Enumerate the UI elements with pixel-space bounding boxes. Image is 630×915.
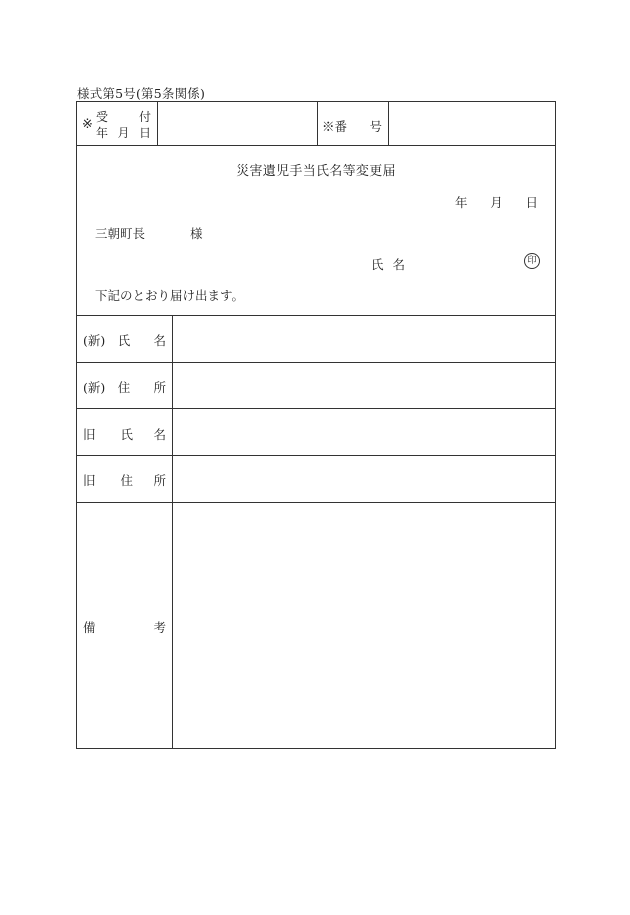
row-label-right: 所	[153, 473, 166, 488]
row-label-left: 備	[83, 620, 96, 635]
seal-icon: 印	[524, 253, 540, 269]
addressee: 三朝町長	[95, 226, 146, 241]
date-month: 月	[490, 195, 503, 210]
receipt-mark: ※	[82, 117, 93, 132]
row-label-remarks	[83, 618, 166, 636]
row-label-old-address	[83, 471, 166, 489]
row-label-left: 旧 住	[83, 473, 134, 488]
applicant-name-right: 名	[392, 257, 405, 272]
applicant-name-field[interactable]	[412, 250, 517, 270]
receipt-date-labels	[96, 124, 151, 141]
old-address-field[interactable]	[173, 456, 555, 501]
applicant-name-label	[371, 255, 405, 273]
honorific: 様	[190, 226, 203, 241]
divider	[317, 102, 318, 145]
receipt-date-field[interactable]	[157, 102, 307, 144]
receipt-year: 年	[96, 126, 109, 140]
new-name-field[interactable]	[173, 316, 555, 361]
document-title: 災害遺児手当氏名等変更届	[236, 164, 396, 179]
date-day: 日	[525, 195, 538, 210]
row-label-new-address	[83, 378, 166, 396]
form-number-label: 様式第5号(第5条関係)	[77, 86, 206, 101]
receipt-label	[96, 108, 151, 125]
old-name-field[interactable]	[173, 409, 555, 454]
new-address-field[interactable]	[173, 363, 555, 408]
row-label-old-name	[83, 425, 166, 443]
receipt-month: 月	[117, 126, 130, 140]
receipt-number-left: ※番	[322, 119, 348, 134]
receipt-label-right: 付	[138, 110, 151, 124]
remarks-field[interactable]	[173, 503, 555, 748]
receipt-day: 日	[138, 126, 151, 140]
row-label-right: 所	[153, 380, 166, 395]
applicant-name-left: 氏	[371, 257, 384, 272]
row-label-right: 考	[153, 620, 166, 635]
receipt-number-label	[322, 117, 382, 135]
row-label-left: 旧 氏	[83, 427, 134, 442]
receipt-number-right: 号	[369, 119, 382, 134]
row-label-right: 名	[153, 333, 166, 348]
receipt-number-field[interactable]	[389, 102, 555, 144]
submission-date	[455, 193, 538, 211]
row-label-left: (新) 住	[83, 380, 131, 395]
receipt-label-left: 受	[96, 110, 109, 124]
date-year: 年	[455, 195, 468, 210]
row-label-new-name	[83, 331, 166, 349]
statement: 下記のとおり届け出ます。	[95, 288, 245, 303]
row-label-left: (新) 氏	[83, 333, 131, 348]
row-label-right: 名	[153, 427, 166, 442]
